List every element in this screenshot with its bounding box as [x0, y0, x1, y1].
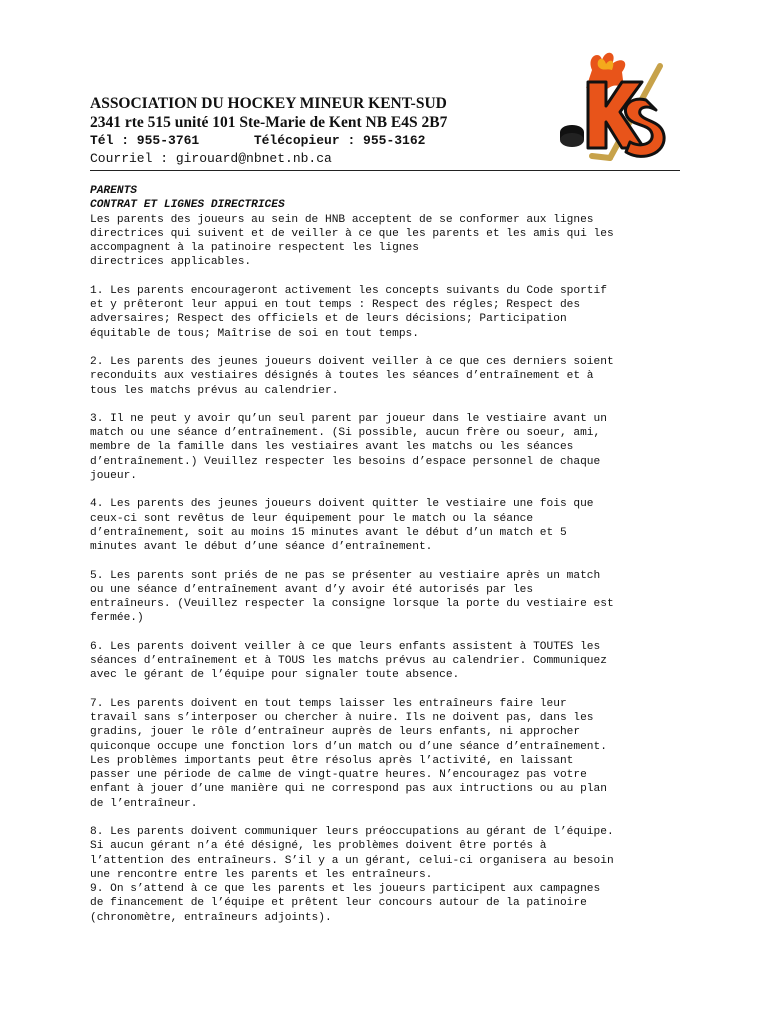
intro-line: directrices qui suivent et de veiller à ce que les parents et les amis qui les — [90, 227, 614, 240]
guideline-line: match ou une séance d’entraînement. (Si possible, aucun frère ou soeur, ami, — [90, 427, 601, 440]
guidelines-list — [90, 284, 690, 925]
intro-line: Les parents des joueurs au sein de HNB acceptent de se conformer aux lignes — [90, 213, 594, 226]
guideline-paragraph — [90, 412, 690, 483]
document-body — [90, 184, 690, 939]
guideline-paragraph — [90, 882, 690, 925]
intro-line: directrices applicables. — [90, 256, 252, 269]
section-heading: PARENTS — [90, 185, 137, 197]
guideline-line: Les problèmes importants peut être résolus après l’activité, en laissant — [90, 754, 574, 767]
guideline-line: avec le gérant de l’équipe pour signaler toute absence. — [90, 669, 460, 682]
guideline-paragraph — [90, 825, 690, 882]
guideline-line: 9. On s’attend à ce que les parents et les joueurs participent aux campagnes — [90, 883, 601, 896]
guideline-line: 2. Les parents des jeunes joueurs doivent veiller à ce que ces derniers soient — [90, 355, 614, 368]
guideline-line: (chronomètre, entraîneurs adjoints). — [90, 911, 332, 924]
guideline-paragraph — [90, 497, 690, 554]
guideline-line: adversaires; Respect des officiels et de leurs décisions; Participation — [90, 313, 567, 326]
guideline-line: enfant à jouer d’une manière qui ne correspond pas aux intructions ou au plan — [90, 783, 607, 796]
guideline-line: fermée.) — [90, 612, 144, 625]
phone-fax-line: Tél : 955-3761 Télécopieur : 955-3162 — [90, 133, 426, 148]
guideline-line: équitable de tous; Maîtrise de soi en tout temps. — [90, 327, 419, 340]
guideline-paragraph — [90, 697, 690, 811]
guideline-paragraph — [90, 640, 690, 683]
association-name: ASSOCIATION DU HOCKEY MINEUR KENT-SUD — [90, 95, 447, 112]
guideline-line: 7. Les parents doivent en tout temps laisser les entraîneurs faire leur — [90, 697, 567, 710]
guideline-line: 8. Les parents doivent communiquer leurs préoccupations au gérant de l’équipe. — [90, 825, 614, 838]
intro-line: accompagnent à la patinoire respectent les lignes — [90, 242, 419, 255]
guideline-paragraph — [90, 355, 690, 398]
hockey-flame-ks-logo-icon — [552, 48, 684, 168]
guideline-line: de financement de l’équipe et prêtent leur concours autour de la patinoire — [90, 897, 587, 910]
guideline-line: reconduits aux vestiaires désignés à toutes les séances d’entraînement et à — [90, 370, 594, 383]
guideline-line: 6. Les parents doivent veiller à ce que leurs enfants assistent à TOUTES les — [90, 640, 601, 653]
guideline-line: et y prêteront leur appui en tout temps : Respect des régles; Respect des — [90, 299, 581, 312]
guideline-line: joueur. — [90, 470, 137, 483]
guideline-line: gradins, jouer le rôle d’entraîneur auprès de leurs enfants, ni approcher — [90, 726, 581, 739]
guideline-line: d’entraînement.) Veuillez respecter les besoins d’espace personnel de chaque — [90, 455, 601, 468]
guideline-line: tous les matchs prévus au calendrier. — [90, 384, 339, 397]
section-subheading: CONTRAT ET LIGNES DIRECTRICES — [90, 199, 285, 212]
guideline-line: séances d’entraînement et à TOUS les matchs prévus au calendrier. Communiquez — [90, 655, 607, 668]
guideline-line: de l’entraîneur. — [90, 797, 198, 810]
guideline-line: ceux-ci sont revêtus de leur équipement pour le match ou la séance — [90, 512, 534, 525]
intro-paragraph — [90, 213, 690, 270]
email-line: Courriel : girouard@nbnet.nb.ca — [90, 151, 332, 166]
guideline-line: travail sans s’interposer ou chercher à nuire. Ils ne doivent pas, dans les — [90, 711, 594, 724]
guideline-line: ou une séance d’entraînement avant d’y avoir été autorisés par les — [90, 583, 534, 596]
guideline-line: minutes avant le début d’une séance d’entraînement. — [90, 541, 433, 554]
guideline-paragraph — [90, 569, 690, 626]
guideline-line: quiconque occupe une fonction lors d’un match ou d’une séance d’entraînement. — [90, 740, 607, 753]
guideline-line: l’attention des entraîneurs. S’il y a un gérant, celui-ci organisera au besoin — [90, 854, 614, 867]
guideline-line: passer une période de calme de vingt-quatre heures. N’encouragez pas votre — [90, 769, 587, 782]
guideline-line: d’entraînement, soit au moins 15 minutes avant le début d’un match et 5 — [90, 526, 567, 539]
header-divider — [90, 170, 680, 171]
guideline-paragraph — [90, 284, 690, 341]
guideline-line: 1. Les parents encourageront activement les concepts suivants du Code sportif — [90, 284, 607, 297]
guideline-line: membre de la famille dans les vestiaires avant les matchs ou les séances — [90, 441, 574, 454]
guideline-line: 4. Les parents des jeunes joueurs doivent quitter le vestiaire une fois que — [90, 498, 594, 511]
guideline-line: 5. Les parents sont priés de ne pas se présenter au vestiaire après un match — [90, 569, 601, 582]
guideline-line: entraîneurs. (Veuillez respecter la consigne lorsque la porte du vestiaire est — [90, 598, 614, 611]
guideline-line: Si aucun gérant n’a été désigné, les problèmes doivent être portés à — [90, 840, 547, 853]
guideline-line: 3. Il ne peut y avoir qu’un seul parent par joueur dans le vestiaire avant un — [90, 412, 607, 425]
guideline-line: une rencontre entre les parents et les entraîneurs. — [90, 868, 433, 881]
association-address: 2341 rte 515 unité 101 Ste-Marie de Kent NB E4S 2B7 — [90, 114, 448, 131]
